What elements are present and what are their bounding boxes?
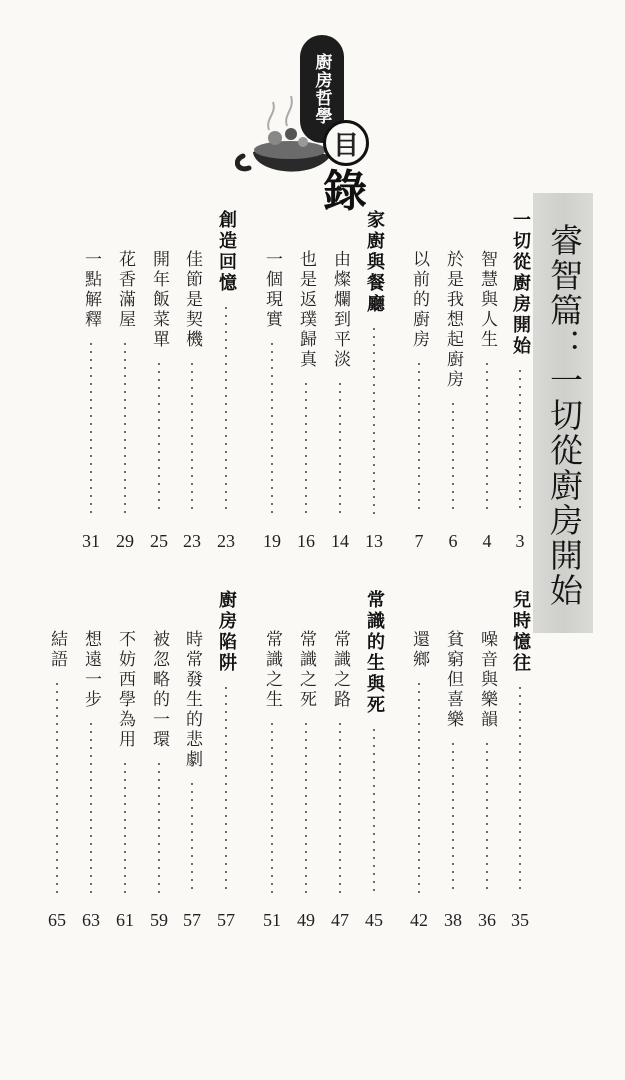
toc-entry-title: 佳節是契機 bbox=[182, 250, 202, 350]
toc-page-number: 59 bbox=[150, 910, 168, 930]
toc-entry[interactable] bbox=[179, 250, 205, 522]
toc-section-heading[interactable] bbox=[213, 210, 239, 522]
catalog-mu-glyph: 目 bbox=[323, 120, 369, 166]
series-logo bbox=[235, 20, 385, 217]
toc-page-number: 47 bbox=[331, 910, 349, 930]
toc-entry[interactable] bbox=[259, 250, 285, 522]
toc-entry[interactable] bbox=[327, 250, 353, 522]
toc-page-number: 23 bbox=[217, 531, 235, 551]
toc-entry-title: 一個現實 bbox=[262, 250, 282, 330]
toc-entry-title: 智慧與人生 bbox=[477, 250, 497, 350]
dot-leader bbox=[507, 684, 533, 895]
toc-entry-title: 於是我想起廚房 bbox=[443, 250, 463, 390]
toc-section-heading[interactable] bbox=[507, 590, 533, 903]
toc-entry-title: 家廚與餐廳 bbox=[364, 210, 385, 315]
toc-entry-title: 一點解釋 bbox=[81, 250, 101, 330]
toc-entry-title: 廚房陷阱 bbox=[216, 590, 237, 674]
toc-entry[interactable] bbox=[440, 630, 466, 903]
toc-entry-title: 一切從廚房開始 bbox=[510, 210, 531, 357]
toc-entry-title: 創造回憶 bbox=[216, 210, 237, 294]
dot-leader bbox=[440, 400, 466, 514]
toc-entry[interactable] bbox=[474, 250, 500, 522]
dot-leader bbox=[474, 360, 500, 514]
toc-entry-title: 常識之死 bbox=[296, 630, 316, 710]
toc-page-number: 29 bbox=[116, 531, 134, 551]
toc-entry[interactable] bbox=[327, 630, 353, 903]
toc-page-number: 25 bbox=[150, 531, 168, 551]
toc-section-heading[interactable] bbox=[507, 210, 533, 522]
toc-page-number: 31 bbox=[82, 531, 100, 551]
toc-page-number: 4 bbox=[482, 531, 492, 551]
toc-page-number: 3 bbox=[515, 531, 525, 551]
toc-entry[interactable] bbox=[259, 630, 285, 903]
toc-page-number: 36 bbox=[478, 910, 496, 930]
dot-leader bbox=[327, 720, 353, 895]
dot-leader bbox=[213, 684, 239, 895]
dot-leader bbox=[146, 360, 172, 514]
dot-leader bbox=[179, 360, 205, 514]
toc-page-number: 57 bbox=[183, 910, 201, 930]
toc-entry-title: 不妨西學為用 bbox=[115, 630, 135, 750]
toc-page-number: 23 bbox=[183, 531, 201, 551]
toc-entry[interactable] bbox=[78, 630, 104, 903]
toc-entry-title: 想遠一步 bbox=[81, 630, 101, 710]
toc-entry[interactable] bbox=[78, 250, 104, 522]
dot-leader bbox=[293, 380, 319, 514]
toc-entry[interactable] bbox=[406, 630, 432, 903]
dot-leader bbox=[327, 380, 353, 514]
dot-leader bbox=[474, 740, 500, 895]
toc-page-number: 49 bbox=[297, 910, 315, 930]
section-banner-title: 睿智篇：一切從廚房開始 bbox=[545, 222, 584, 608]
toc-page-number: 19 bbox=[263, 531, 281, 551]
dot-leader bbox=[259, 340, 285, 514]
toc-entry[interactable] bbox=[440, 250, 466, 522]
dot-leader bbox=[112, 340, 138, 514]
toc-entry[interactable] bbox=[293, 630, 319, 903]
toc-entry[interactable] bbox=[112, 630, 138, 903]
toc-page-number: 61 bbox=[116, 910, 134, 930]
toc-entry-title: 以前的廚房 bbox=[409, 250, 429, 350]
toc-entry-title: 結語 bbox=[47, 630, 67, 670]
toc-page-number: 51 bbox=[263, 910, 281, 930]
toc-page-number: 6 bbox=[448, 531, 458, 551]
toc-page-number: 42 bbox=[410, 910, 428, 930]
toc-page-number: 35 bbox=[511, 910, 529, 930]
dot-leader bbox=[146, 760, 172, 895]
toc-page-number: 7 bbox=[414, 531, 424, 551]
toc-page-number: 45 bbox=[365, 910, 383, 930]
toc-entry-title: 被忽略的一環 bbox=[149, 630, 169, 750]
dot-leader bbox=[78, 720, 104, 895]
toc-page-number: 65 bbox=[48, 910, 66, 930]
dot-leader bbox=[361, 726, 387, 895]
toc-section-heading[interactable] bbox=[213, 590, 239, 903]
toc-entry-title: 常識的生與死 bbox=[364, 590, 385, 716]
toc-entry-title: 也是返璞歸真 bbox=[296, 250, 316, 370]
toc-entry[interactable] bbox=[112, 250, 138, 522]
toc-entry[interactable] bbox=[146, 630, 172, 903]
toc-entry-title: 兒時憶往 bbox=[510, 590, 531, 674]
dot-leader bbox=[44, 680, 70, 895]
toc-entry-title: 還鄉 bbox=[409, 630, 429, 670]
dot-leader bbox=[406, 360, 432, 514]
toc-page-number: 13 bbox=[365, 531, 383, 551]
toc-entry-title: 花香滿屋 bbox=[115, 250, 135, 330]
dot-leader bbox=[179, 780, 205, 895]
toc-section-heading[interactable] bbox=[361, 590, 387, 903]
toc-page-number: 14 bbox=[331, 531, 349, 551]
dot-leader bbox=[361, 325, 387, 514]
toc-entry-title: 由燦爛到平淡 bbox=[330, 250, 350, 370]
toc-entry[interactable] bbox=[474, 630, 500, 903]
catalog-lu-glyph: 錄 bbox=[323, 166, 367, 217]
dot-leader bbox=[259, 720, 285, 895]
toc-page-number: 63 bbox=[82, 910, 100, 930]
dot-leader bbox=[440, 740, 466, 895]
toc-entry-title: 開年飯菜單 bbox=[149, 250, 169, 350]
series-title-badge: 廚房哲學 bbox=[300, 35, 344, 143]
toc-entry[interactable] bbox=[406, 250, 432, 522]
dot-leader bbox=[507, 367, 533, 514]
toc-entry-title: 貧窮但喜樂 bbox=[443, 630, 463, 730]
toc-entry[interactable] bbox=[44, 630, 70, 903]
toc-entry[interactable] bbox=[293, 250, 319, 522]
dot-leader bbox=[406, 680, 432, 895]
dot-leader bbox=[112, 760, 138, 895]
toc-entry[interactable] bbox=[179, 630, 205, 903]
dot-leader bbox=[78, 340, 104, 514]
toc-page-number: 38 bbox=[444, 910, 462, 930]
toc-page-number: 57 bbox=[217, 910, 235, 930]
toc-entry-title: 常識之生 bbox=[262, 630, 282, 710]
toc-page-number: 16 bbox=[297, 531, 315, 551]
toc-entry-title: 時常發生的悲劇 bbox=[182, 630, 202, 770]
dot-leader bbox=[293, 720, 319, 895]
toc-entry-title: 常識之路 bbox=[330, 630, 350, 710]
toc-entry-title: 噪音與樂韻 bbox=[477, 630, 497, 730]
toc-section-heading[interactable] bbox=[361, 210, 387, 522]
dot-leader bbox=[213, 304, 239, 514]
toc-entry[interactable] bbox=[146, 250, 172, 522]
